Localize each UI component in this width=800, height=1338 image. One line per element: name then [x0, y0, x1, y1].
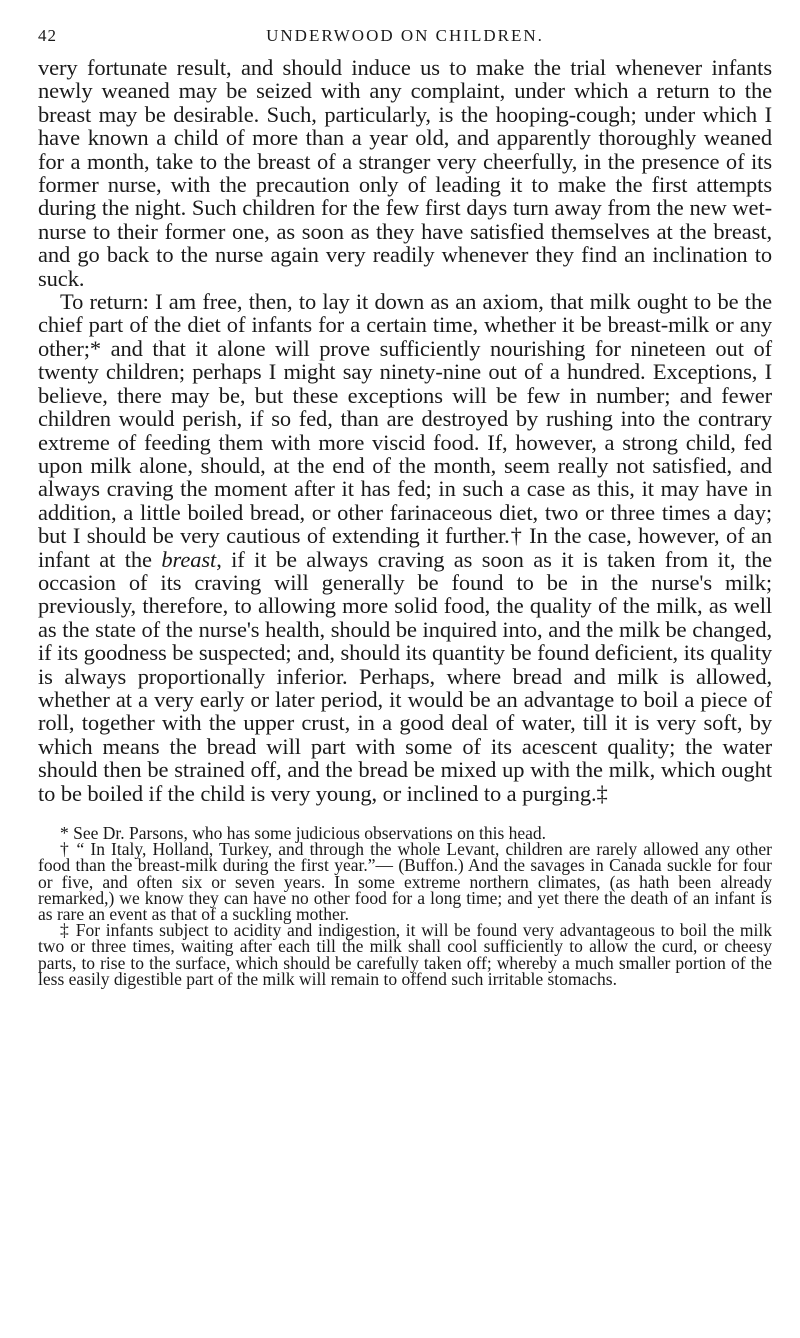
book-page: [38, 12, 772, 987]
italic-word: breast: [161, 546, 217, 572]
body-text: [38, 56, 772, 805]
footnote-buffon: † “ In Italy, Holland, Turkey, and through the whole Levant, children are rarely allowed any other food than the breast-milk during the first year.”— (Buffon.) And the savages in Canada suckle for four or five, and often six or seven years. In some extreme northern climates, (as hath been already remarked,) we know they can have no other food for a long time; and yet there the death of an infant is as rare an event as that of a suckling mother.: [38, 839, 772, 925]
page-number: 42: [38, 26, 57, 45]
paragraph-text: , if it be always craving as soon as it is taken from it, the occasion of its craving will generally be found to be in the nurse's milk; previously, therefore, to allowing more solid food, the quality of the milk, as well as the state of the nurse's health, should be inquired into, and the milk be changed, if its goodness be suspected; and, should its quantity be found deficient, its quality is always proportionally inferior. Perhaps, where bread and milk is allowed, whether at a very early or later period, it would be an advantage to boil a piece of roll, together with the upper crust, in a good deal of water, till it is very soft, by which means the bread will part with some of its acescent quality; the water should then be strained off, and the bread be mixed up with the milk, which ought to be boiled if the child is very young, or inclined to a purging.‡: [38, 546, 772, 806]
footnote-parsons: * See Dr. Parsons, who has some judicious observations on this head.: [60, 823, 547, 843]
paragraph-continued: very fortunate result, and should induce us to make the trial whenever infants newly weaned may be seized with any complaint, under which a return to the breast may be desirable. Such, particularly, is the hooping-cough; under which I have known a child of more than a year old, and apparently thoroughly weaned for a month, take to the breast of a stranger very cheerfully, in the presence of its former nurse, with the precaution only of leading it to make the first attempts during the night. Such children for the few first days turn away from the new wet-nurse to their former one, as soon as they have satisfied themselves at the breast, and go back to the nurse again very readily whenever they find an inclination to suck.: [38, 55, 772, 291]
paragraph-text: To return: I am free, then, to lay it down as an axiom, that milk ought to be the chief part of the diet of infants for a certain time, whether it be breast-milk or any other;* and that it alone will prove sufficiently nourishing for nineteen out of twenty children; perhaps I might say ninety-nine out of a hundred. Exceptions, I believe, there may be, but these exceptions will be few in number; and fewer children would perish, if so fed, than are destroyed by rushing into the contrary extreme of feeding them with more viscid food. If, however, a strong child, fed upon milk alone, should, at the end of the month, seem really not satisfied, and always craving the moment after it has fed; in such a case as this, it may have in addition, a little boiled bread, or other farinaceous diet, two or three times a day; but I should be very cautious of extending it further.† In the case, however, of an infant at the: [38, 289, 772, 572]
footnote-acidity: ‡ For infants subject to acidity and indigestion, it will be found very advantageous to boil the milk two or three times, waiting after each till the milk shall cool sufficiently to allow the curd, or cheesy parts, to rise to the surface, which should be carefully taken off; whereby a much smaller portion of the less easily digestible part of the milk will remain to offend such irritable stomachs.: [38, 920, 772, 989]
paragraph-axiom: [38, 290, 772, 805]
page-header: [38, 12, 772, 56]
footnotes: [38, 825, 772, 987]
running-head: UNDERWOOD ON CHILDREN.: [266, 26, 544, 45]
